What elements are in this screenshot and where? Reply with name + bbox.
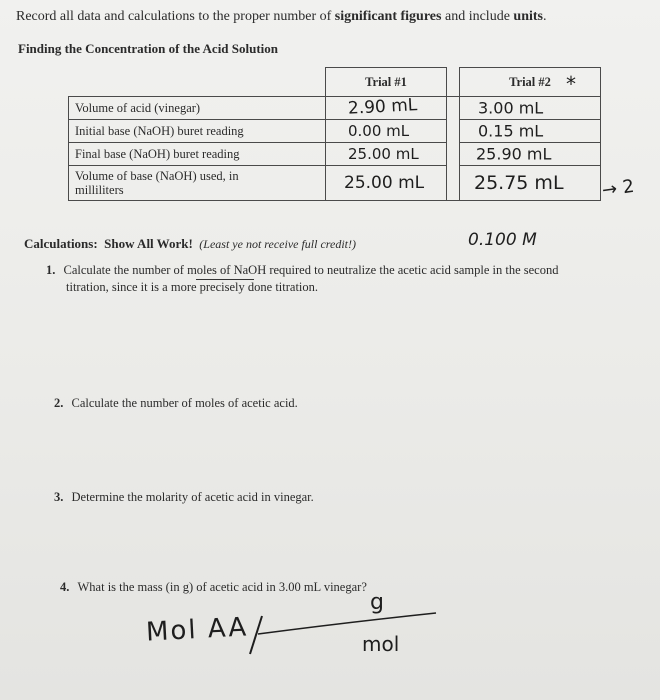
question-text: Calculate the number of moles of NaOH required to neutralize the acetic acid sample in the second xyxy=(63,263,559,277)
row-label-base-used-line2: milliliters xyxy=(75,183,124,197)
question-number: 1. xyxy=(46,263,56,277)
handwritten-star: * xyxy=(566,72,576,96)
instructions-prefix: Record all data and calculations to the proper number of xyxy=(16,9,335,24)
instructions-suffix: . xyxy=(542,9,547,24)
question-text: Determine the molarity of acetic acid in vinegar. xyxy=(71,490,314,504)
handwritten-mol-aa: Mol AA xyxy=(145,612,249,648)
handwritten-molarity: 0.100 M xyxy=(468,230,537,250)
fraction-line xyxy=(258,613,436,634)
handwritten-g: g xyxy=(370,590,384,615)
handwritten-value: 3.00 mL xyxy=(478,98,544,118)
calculations-note: (Least ye not receive full credit!) xyxy=(199,237,357,251)
handwritten-value: 25.75 mL xyxy=(474,172,564,194)
instructions-bold-units: units xyxy=(513,9,543,24)
instructions-bold-sigfigs: significant figures xyxy=(334,9,442,24)
section-title: Finding the Concentration of the Acid Solution xyxy=(18,41,279,56)
calculations-label: Calculations: xyxy=(24,236,98,251)
handwritten-value: 0.15 mL xyxy=(478,121,544,141)
question-text: Calculate the number of moles of acetic acid. xyxy=(71,396,298,410)
row-label-base-used-line1: Volume of base (NaOH) used, in xyxy=(75,169,239,183)
handwritten-value: 25.00 mL xyxy=(344,173,425,193)
question-number: 4. xyxy=(60,580,70,594)
row-label-final-buret: Final base (NaOH) buret reading xyxy=(69,143,326,166)
handwritten-arrow-note: → 2 xyxy=(600,175,636,202)
question-1-continued: titration, since it is a more precisely done titration. xyxy=(66,280,319,294)
header-trial-1: Trial #1 xyxy=(326,68,447,97)
handwritten-value: 25.00 mL xyxy=(348,145,419,163)
header-trial-2: Trial #2 xyxy=(460,68,601,97)
slash-stroke xyxy=(250,616,262,654)
handwritten-value: 2.90 mL xyxy=(347,95,418,119)
instructions-middle: and include xyxy=(441,9,514,24)
handwritten-mol: mol xyxy=(362,632,400,656)
question-number: 3. xyxy=(54,490,64,504)
handwritten-value: 25.90 mL xyxy=(476,144,552,164)
question-number: 2. xyxy=(54,396,64,410)
row-label-initial-buret: Initial base (NaOH) buret reading xyxy=(69,120,326,143)
handwritten-value: 0.00 mL xyxy=(348,122,410,140)
calculations-show-work: Show All Work! xyxy=(104,236,193,251)
row-label-acid-volume: Volume of acid (vinegar) xyxy=(69,97,326,120)
question-text: What is the mass (in g) of acetic acid in 3.00 mL vinegar? xyxy=(77,580,367,594)
